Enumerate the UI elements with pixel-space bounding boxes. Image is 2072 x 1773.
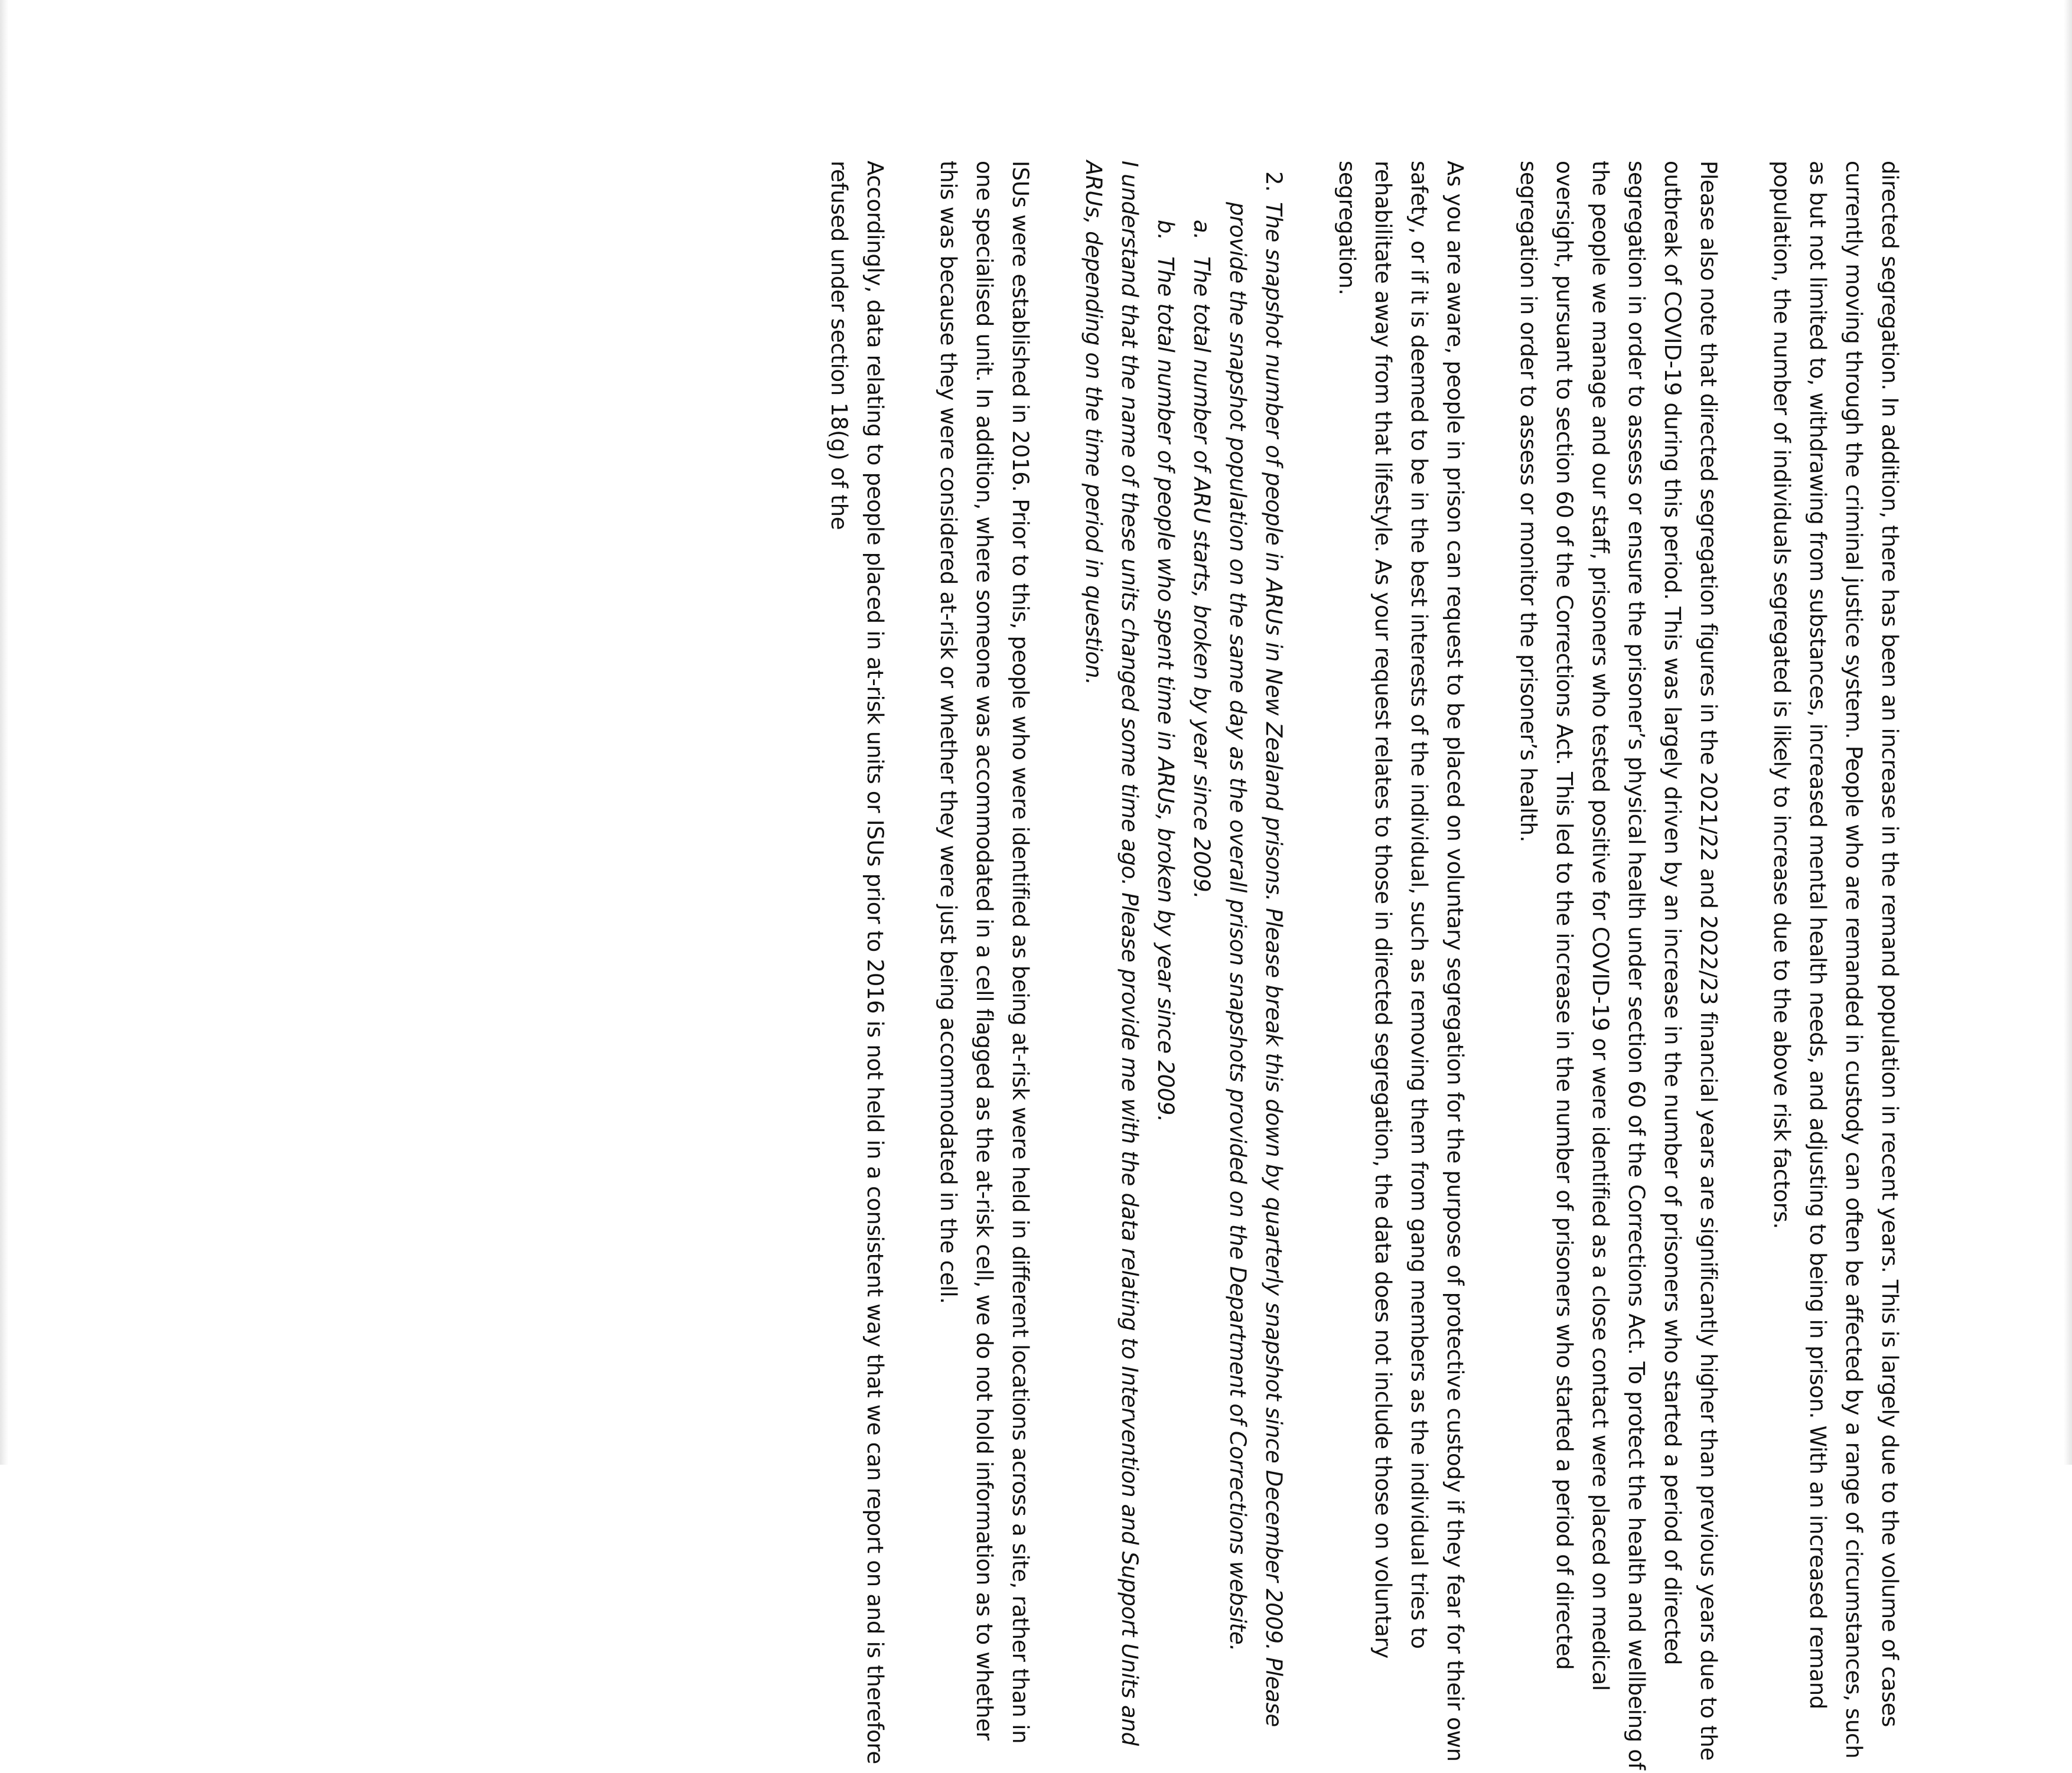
scan-edge-left — [0, 0, 8, 1465]
paragraph-voluntary-segregation: As you are aware, people in prison can request to be placed on voluntary segregation for the purpose of protective custody if they fear for their own safety, or if it is deemed to be in the best interests of the individual, such as removing them from gang members as the individual tries to rehabilitate away from that lifestyle. As your request relates to those in directed segregation, the data does not include those on voluntary segregation. — [1334, 161, 1468, 1762]
subitem-text: The total number of ARU starts, broken by year since 2009. — [1189, 256, 1214, 899]
paragraph-refusal: Accordingly, data relating to people placed in at-risk units or ISUs prior to 2016 is not held in a consistent way that we can report on and is therefore refused under section 18(g) of the — [826, 161, 888, 1764]
paragraph-covid-segregation: Please also note that directed segregation figures in the 2021/22 and 2022/23 financial years are significantly higher than previous years due to the outbreak of COVID-19 during this period. This was largely driven by an increase in the number of prisoners who started a period of directed segregation in order to assess or ensure the prisoner’s physical health under section 60 of the Corrections Act. To protect the health and wellbeing of the people we manage and our staff, prisoners who tested positive for COVID-19 or were identified as a close contact were placed on medical oversight, pursuant to section 60 of the Corrections Act. This led to the increase in the number of prisoners who started a period of directed segregation in order to assess or monitor the prisoner’s health. — [1516, 161, 1721, 1770]
request-quote — [1076, 161, 1292, 1773]
request-text: The snapshot number of people in ARUs in New Zealand prisons. Please break this down by quarterly snapshot since December 2009. Please provide the snapshot population on the same day as the overall prison snapshots provided on the Department of Corrections website. — [1225, 202, 1286, 1728]
request-number: 2. — [1261, 171, 1286, 192]
paragraph-isu-history: ISUs were established in 2016. Prior to this, people who were identified as being at-risk were held in different locations across a site, rather than in one specialised unit. In addition, where someone was accommodated in a cell flagged as the at-risk cell, we do not hold information as to whether this was because they were considered at-risk or whether they were just being accommodated in the cell. — [936, 161, 1033, 1744]
request-understand-note: I understand that the name of these units changed some time ago. Please provide me with the data relating to Intervention and Support Units and ARUs, depending on the time period in question. — [1081, 161, 1142, 1746]
subitem-letter: a. — [1189, 220, 1214, 240]
subitem-letter: b. — [1153, 220, 1178, 240]
request-subitem-b — [1148, 220, 1184, 1773]
subitem-text: The total number of people who spent time in ARUs, broken by year since 2009. — [1153, 256, 1178, 1122]
request-item — [1220, 161, 1292, 1773]
scan-edge-right — [2064, 0, 2072, 1465]
request-subitem-a — [1184, 220, 1220, 1773]
paragraph-remand-population: directed segregation. In addition, there has been an increase in the remand population in recent years. This is largely due to the volume of cases currently moving through the criminal justice system. People who are remanded in custody can often be affected by a range of circumstances, such as but not limited to, withdrawing from substances, increased mental health needs, and adjusting to being in prison. With an increased remand population, the number of individuals segregated is likely to increase due to the above risk factors. — [1769, 161, 1902, 1759]
document-page — [159, 161, 1908, 1773]
